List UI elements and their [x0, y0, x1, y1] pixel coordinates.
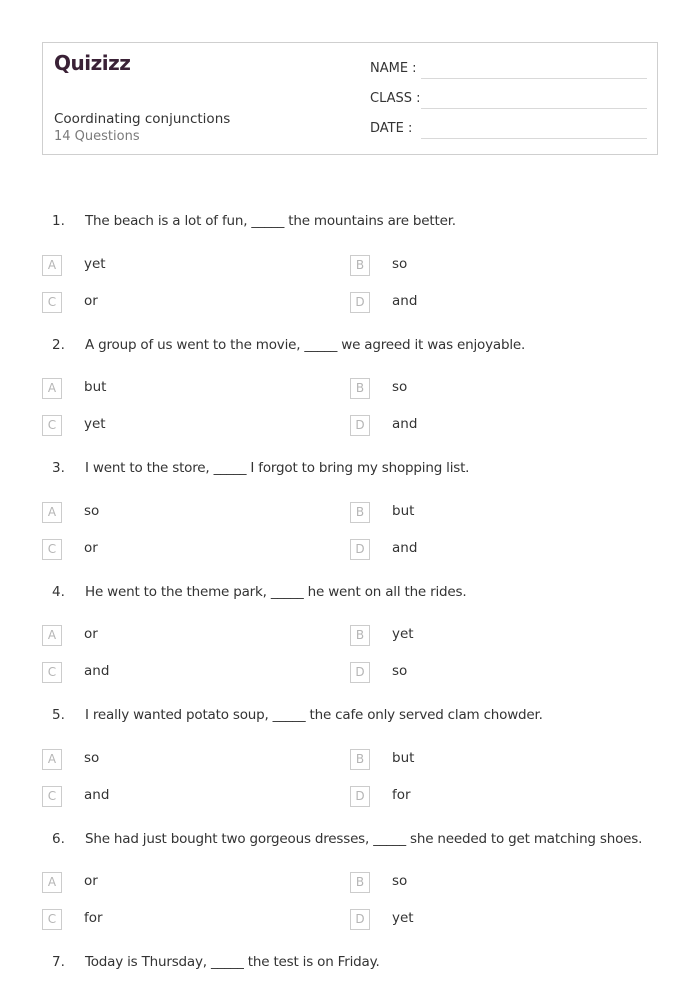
option-letter-box: C	[42, 415, 62, 436]
option-letter-box: D	[350, 786, 370, 807]
question-number: 4.	[52, 584, 65, 600]
question-text: He went to the theme park, _____ he went on all the rides.	[85, 584, 467, 600]
option-text: and	[392, 540, 418, 556]
option-text: or	[84, 293, 98, 309]
question-number: 1.	[52, 213, 65, 229]
question-number: 7.	[52, 954, 65, 970]
option-letter-box: A	[42, 749, 62, 770]
option-letter-box: A	[42, 378, 62, 399]
question-number: 3.	[52, 460, 65, 476]
option-letter-box: C	[42, 292, 62, 313]
option-letter-box: C	[42, 909, 62, 930]
question-number: 6.	[52, 831, 65, 847]
option-text: so	[392, 379, 408, 395]
date-field[interactable]	[421, 138, 647, 139]
question-number: 5.	[52, 707, 65, 723]
question-text: Today is Thursday, _____ the test is on Friday.	[85, 954, 380, 970]
option-letter-box: D	[350, 662, 370, 683]
option-letter-box: B	[350, 872, 370, 893]
option-text: and	[84, 663, 110, 679]
option-letter-box: B	[350, 625, 370, 646]
date-label: DATE :	[370, 121, 413, 136]
option-letter-box: C	[42, 786, 62, 807]
question-count: 14 Questions	[54, 129, 140, 144]
worksheet-title: Coordinating conjunctions	[54, 111, 231, 127]
question-text: The beach is a lot of fun, _____ the mountains are better.	[85, 213, 456, 229]
option-letter-box: D	[350, 292, 370, 313]
name-label: NAME :	[370, 61, 417, 76]
option-text: so	[392, 663, 408, 679]
option-text: but	[84, 379, 107, 395]
question-number: 2.	[52, 337, 65, 353]
option-letter-box: B	[350, 255, 370, 276]
option-text: for	[84, 910, 103, 926]
option-letter-box: D	[350, 909, 370, 930]
option-text: but	[392, 750, 415, 766]
option-text: but	[392, 503, 415, 519]
option-text: yet	[392, 626, 414, 642]
question-text: A group of us went to the movie, _____ we agreed it was enjoyable.	[85, 337, 526, 353]
option-letter-box: D	[350, 415, 370, 436]
option-text: and	[84, 787, 110, 803]
class-field[interactable]	[421, 108, 647, 109]
option-letter-box: B	[350, 749, 370, 770]
option-letter-box: A	[42, 872, 62, 893]
option-text: so	[392, 873, 408, 889]
option-text: so	[84, 503, 100, 519]
option-text: and	[392, 293, 418, 309]
option-text: and	[392, 416, 418, 432]
quizizz-logo: Quizizz	[54, 51, 131, 75]
option-text: or	[84, 540, 98, 556]
name-field[interactable]	[421, 78, 647, 79]
option-text: for	[392, 787, 411, 803]
option-text: yet	[392, 910, 414, 926]
option-text: so	[392, 256, 408, 272]
option-letter-box: C	[42, 662, 62, 683]
option-text: yet	[84, 416, 106, 432]
class-label: CLASS :	[370, 91, 421, 106]
worksheet-header	[42, 42, 658, 155]
question-text: I really wanted potato soup, _____ the cafe only served clam chowder.	[85, 707, 543, 723]
question-text: I went to the store, _____ I forgot to bring my shopping list.	[85, 460, 470, 476]
question-text: She had just bought two gorgeous dresses, _____ she needed to get matching shoes.	[85, 831, 643, 847]
option-text: so	[84, 750, 100, 766]
option-text: or	[84, 626, 98, 642]
option-text: yet	[84, 256, 106, 272]
option-letter-box: A	[42, 625, 62, 646]
option-letter-box: A	[42, 502, 62, 523]
option-letter-box: C	[42, 539, 62, 560]
option-letter-box: D	[350, 539, 370, 560]
option-letter-box: A	[42, 255, 62, 276]
option-letter-box: B	[350, 502, 370, 523]
option-text: or	[84, 873, 98, 889]
option-letter-box: B	[350, 378, 370, 399]
